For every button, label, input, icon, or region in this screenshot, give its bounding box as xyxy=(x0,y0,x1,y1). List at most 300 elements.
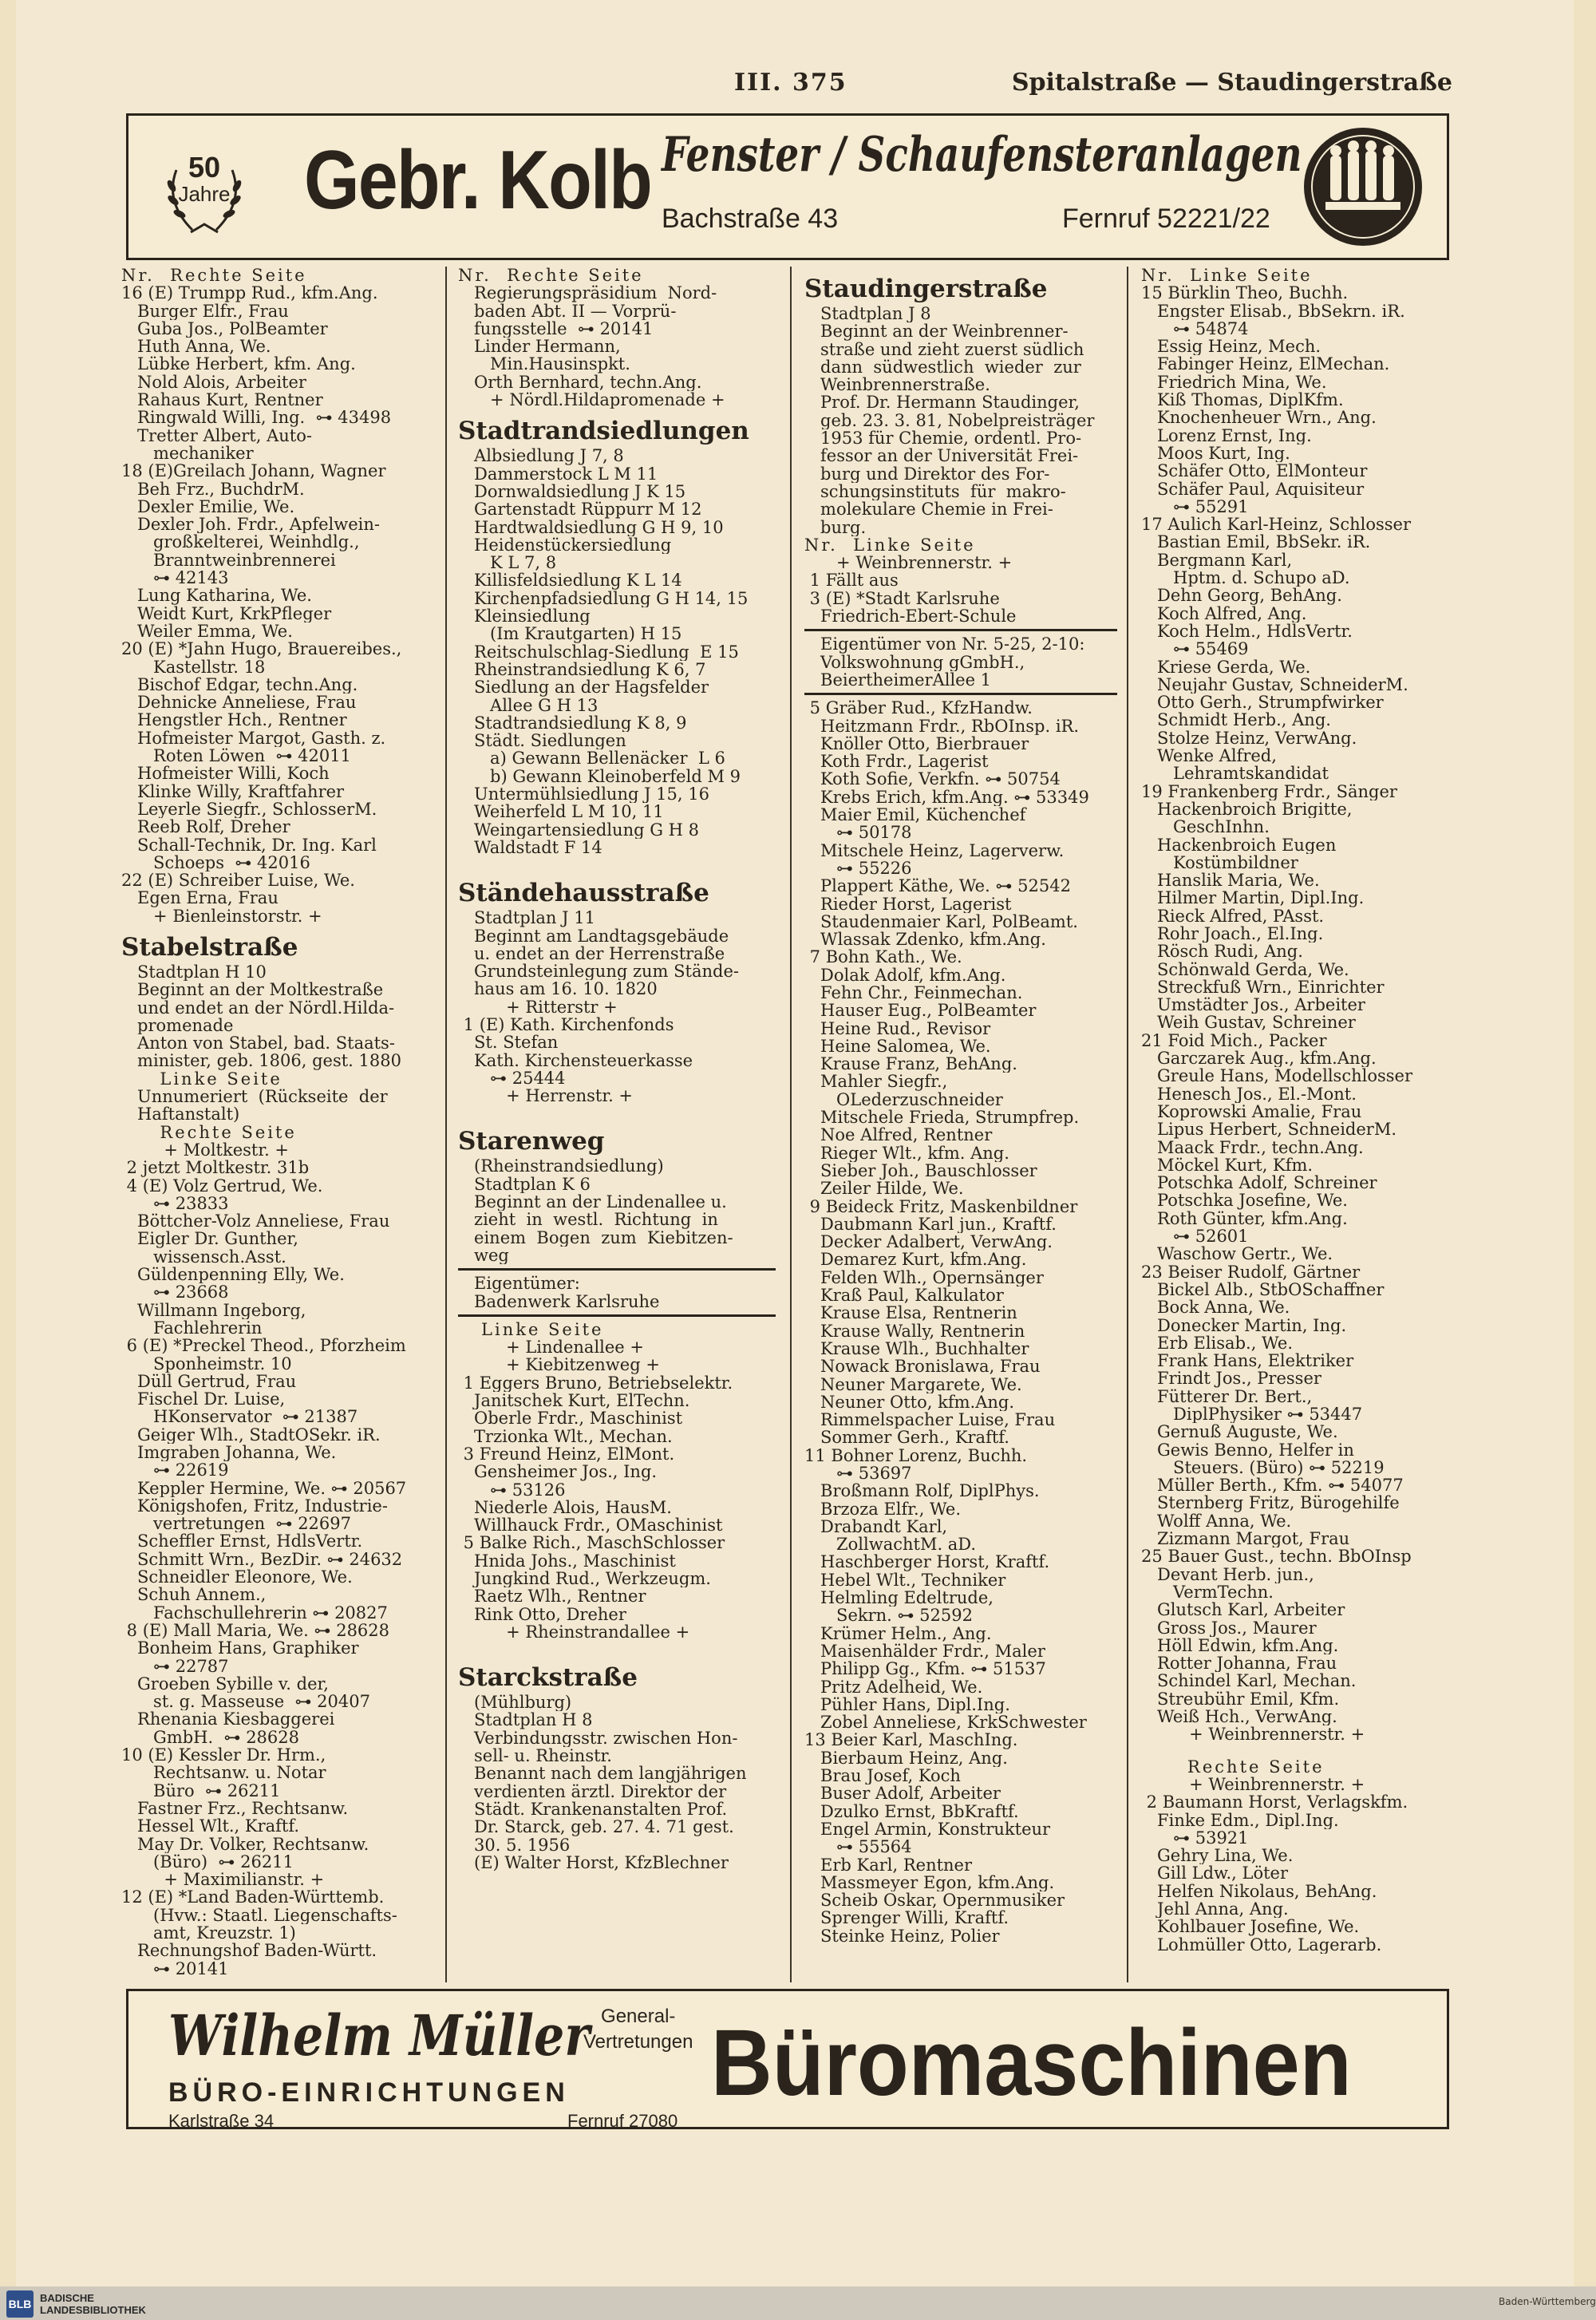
kolb-address: Bachstraße 43 xyxy=(662,204,839,234)
directory-entry: Bastian Emil, BbSekr. iR. xyxy=(1141,533,1371,551)
directory-entry: VermTechn. xyxy=(1141,1583,1274,1602)
directory-entry: Frank Hans, Elektriker xyxy=(1141,1352,1354,1370)
directory-entry: Dolak Adolf, kfm.Ang. xyxy=(804,966,1006,984)
directory-entry: + Weinbrennerstr. + xyxy=(1141,1775,1365,1794)
directory-entry: Rösch Rudi, Ang. xyxy=(1141,943,1303,961)
directory-entry: Weinbrennerstraße. xyxy=(804,376,990,394)
directory-entry: und endet an der Nördl.Hilda- xyxy=(121,998,395,1017)
directory-entry: Untermühlsiedlung J 15, 16 xyxy=(458,785,709,804)
directory-column-3 xyxy=(804,267,1117,1945)
directory-entry: Frindt Jos., Presser xyxy=(1141,1369,1321,1388)
directory-entry: Beginnt an der Moltkestraße xyxy=(121,981,384,999)
directory-entry: Schönwald Gerda, We. xyxy=(1141,960,1349,978)
directory-entry: ⊶ 55564 xyxy=(804,1838,912,1856)
directory-entry: burg und Direktor des For- xyxy=(804,464,1050,483)
directory-entry: 5 Balke Rich., MaschSchlosser xyxy=(458,1534,725,1552)
directory-entry: Imgraben Johanna, We. xyxy=(121,1444,337,1462)
directory-entry: Felden Wlh., Opernsänger xyxy=(804,1268,1044,1287)
directory-entry: Gernuß Auguste, We. xyxy=(1141,1423,1338,1441)
general-line-1: General- xyxy=(601,2006,676,2027)
directory-entry: amt, Kreuzstr. 1) xyxy=(121,1924,296,1943)
directory-entry: Unnumeriert (Rückseite der xyxy=(121,1088,388,1106)
directory-entry: Maisenhälder Frdr., Maler xyxy=(804,1642,1045,1661)
directory-entry: 1 Eggers Bruno, Betriebselektr. xyxy=(458,1373,733,1393)
directory-entry: Heitzmann Frdr., RbOInsp. iR. xyxy=(804,717,1080,735)
directory-entry: Kraß Paul, Kalkulator xyxy=(804,1286,1004,1305)
directory-entry: Königshofen, Fritz, Industrie- xyxy=(121,1496,388,1516)
directory-entry: Hessel Wlt., Kraftf. xyxy=(121,1817,300,1836)
directory-entry: Rotter Johanna, Frau xyxy=(1141,1654,1337,1673)
directory-entry: Kriese Gerda, We. xyxy=(1141,658,1311,676)
directory-entry: Stadtplan J 11 xyxy=(458,909,595,927)
directory-entry: Jehl Anna, Ang. xyxy=(1141,1900,1289,1919)
directory-entry: 15 Bürklin Theo, Buchh. xyxy=(1141,284,1349,302)
directory-entry: Reeb Rolf, Dreher xyxy=(121,818,290,836)
directory-entry: Stadtplan H 8 xyxy=(458,1711,593,1729)
directory-entry: ⊶ 22619 xyxy=(121,1461,229,1480)
directory-entry: Rohr Joach., El.Ing. xyxy=(1141,924,1324,943)
directory-entry: 13 Beier Karl, MaschIng. xyxy=(804,1731,1018,1749)
directory-entry: Gartenstadt Rüppurr M 12 xyxy=(458,500,702,519)
directory-entry: Janitschek Kurt, ElTechn. xyxy=(458,1392,690,1410)
directory-entry: Waschow Gertr., We. xyxy=(1141,1245,1333,1263)
directory-entry: Gewis Benno, Helfer in xyxy=(1141,1441,1354,1459)
directory-entry: 18 (E)Greilach Johann, Wagner xyxy=(121,462,386,480)
directory-entry: Hanslik Maria, We. xyxy=(1141,871,1320,890)
directory-entry: Krause Wlh., Buchhalter xyxy=(804,1339,1029,1358)
directory-entry: Sponheimstr. 10 xyxy=(121,1354,292,1373)
directory-entry: Fehn Chr., Feinmechan. xyxy=(804,983,1023,1002)
directory-entry: Potschka Adolf, Schreiner xyxy=(1141,1174,1377,1192)
directory-entry: Staudenmaier Karl, PolBeamt. xyxy=(804,912,1078,931)
directory-entry: Sternberg Fritz, Bürogehilfe xyxy=(1141,1494,1400,1512)
directory-entry: Brzoza Elfr., We. xyxy=(804,1500,962,1518)
directory-entry: Fachlehrerin xyxy=(121,1318,263,1338)
directory-entry: Schmidt Herb., Ang. xyxy=(1141,711,1331,729)
directory-entry: Willmann Ingeborg, xyxy=(121,1301,306,1319)
directory-entry: Massmeyer Egon, kfm.Ang. xyxy=(804,1873,1055,1892)
directory-entry: Buser Adolf, Arbeiter xyxy=(804,1784,1001,1803)
directory-entry: Guba Jos., PolBeamter xyxy=(121,319,328,338)
page-number: III. 375 xyxy=(734,69,847,97)
directory-entry: K L 7, 8 xyxy=(458,554,557,572)
directory-entry: Schäfer Paul, Aquisiteur xyxy=(1141,480,1365,498)
directory-entry: DiplPhysiker ⊶ 53447 xyxy=(1141,1405,1363,1424)
directory-entry: schungsinstituts für makro- xyxy=(804,482,1066,501)
general-line-2: Vertretungen xyxy=(583,2031,693,2053)
directory-entry: (Mühlburg) xyxy=(458,1694,572,1712)
directory-entry: Rieder Horst, Lagerist xyxy=(804,895,1012,913)
directory-entry: Fabinger Heinz, ElMechan. xyxy=(1141,355,1390,373)
directory-entry: Lorenz Ernst, Ing. xyxy=(1141,426,1312,445)
directory-entry: Krümer Helm., Ang. xyxy=(804,1624,992,1642)
directory-entry: 9 Beideck Fritz, Maskenbildner xyxy=(804,1197,1078,1215)
directory-entry: Keppler Hermine, We. ⊶ 20567 xyxy=(121,1479,407,1497)
directory-entry: Streubühr Emil, Kfm. xyxy=(1141,1690,1340,1709)
directory-entry: Güldenpenning Elly, We. xyxy=(121,1266,345,1284)
directory-entry: 3 (E) *Stadt Karlsruhe xyxy=(804,589,1000,608)
directory-entry: Neuner Margarete, We. xyxy=(804,1375,1022,1393)
directory-entry: Reitschulschlag-Siedlung E 15 xyxy=(458,642,739,661)
directory-entry: großkelterei, Weinhdlg., xyxy=(121,533,360,551)
directory-entry: Oberle Frdr., Maschinist xyxy=(458,1409,683,1428)
directory-column-2 xyxy=(458,267,776,1871)
directory-entry: Bock Anna, We. xyxy=(1141,1298,1290,1317)
directory-entry: haus am 16. 10. 1820 xyxy=(458,980,658,998)
mueller-advertisement xyxy=(126,1989,1449,2129)
directory-entry: Weiler Emma, We. xyxy=(121,622,293,641)
directory-entry: 30. 5. 1956 xyxy=(458,1836,571,1854)
directory-entry: Willhauck Frdr., OMaschinist xyxy=(458,1516,723,1535)
directory-entry: Demarez Kurt, kfm.Ang. xyxy=(804,1251,1027,1269)
directory-entry: Plappert Käthe, We. ⊶ 52542 xyxy=(804,877,1071,895)
directory-entry: Rheinstrandsiedlung K 6, 7 xyxy=(458,660,706,679)
directory-entry: Krause Wally, Rentnerin xyxy=(804,1322,1025,1340)
directory-entry: wissensch.Asst. xyxy=(121,1247,286,1267)
directory-column-4 xyxy=(1141,267,1452,1954)
directory-entry: Orth Bernhard, techn.Ang. xyxy=(458,373,702,392)
directory-entry: Kastellstr. 18 xyxy=(121,658,266,676)
column-rule xyxy=(445,267,447,1982)
directory-entry: Tretter Albert, Auto- xyxy=(121,426,312,445)
directory-entry: Gensheimer Jos., Ing. xyxy=(458,1463,658,1481)
mueller-subtitle: BÜRO-EINRICHTUNGEN xyxy=(168,2077,570,2108)
directory-entry: + Herrenstr. + xyxy=(458,1087,634,1105)
directory-entry: Stadtplan H 10 xyxy=(121,962,267,982)
directory-entry: Mitschele Heinz, Lagerverw. xyxy=(804,841,1065,860)
section-rule xyxy=(458,1268,776,1271)
directory-entry: 25 Bauer Gust., techn. BbOInsp xyxy=(1141,1547,1412,1566)
mueller-phone: Fernruf 27080 xyxy=(567,2111,678,2131)
spacer xyxy=(458,856,776,871)
directory-entry: Garczarek Aug., kfm.Ang. xyxy=(1141,1049,1377,1068)
directory-entry: Jungkind Rud., Werkzeugm. xyxy=(458,1570,711,1588)
directory-entry: Heidenstückersiedlung xyxy=(458,536,672,555)
directory-entry: Trzionka Wlt., Mechan. xyxy=(458,1427,673,1445)
directory-entry: Otto Gerh., Strumpfwirker xyxy=(1141,694,1384,712)
directory-entry: 20 (E) *Jahn Hugo, Brauereibes., xyxy=(121,640,402,658)
directory-entry: Killisfeldsiedlung K L 14 xyxy=(458,571,682,590)
directory-entry: Hardtwaldsiedlung G H 9, 10 xyxy=(458,518,724,536)
directory-entry: 11 Bohner Lorenz, Buchh. xyxy=(804,1446,1028,1464)
directory-entry: Dr. Starck, geb. 27. 4. 71 gest. xyxy=(458,1818,734,1836)
directory-entry: Burger Elfr., Frau xyxy=(121,302,289,320)
street-heading: Staudingerstraße xyxy=(804,275,1048,303)
directory-entry: Weidt Kurt, KrkPfleger xyxy=(121,604,332,622)
directory-entry: 1 Fällt aus xyxy=(804,571,899,590)
directory-entry: sell- u. Rheinstr. xyxy=(458,1747,612,1765)
directory-entry: Weiß Hch., VerwAng. xyxy=(1141,1708,1337,1726)
directory-entry: fessor an der Universität Frei- xyxy=(804,447,1079,465)
directory-entry: Brau Josef, Koch xyxy=(804,1767,961,1785)
directory-entry: Moos Kurt, Ing. xyxy=(1141,444,1290,463)
directory-entry: + Weinbrennerstr. + xyxy=(1141,1725,1365,1744)
directory-entry: Schindel Karl, Mechan. xyxy=(1141,1672,1357,1690)
directory-entry: ⊶ 20141 xyxy=(121,1959,229,1978)
directory-entry: Stadtplan J 8 xyxy=(804,305,931,323)
directory-entry: Koch Alfred, Ang. xyxy=(1141,604,1307,622)
directory-entry: ⊶ 53921 xyxy=(1141,1828,1249,1848)
directory-entry: Rieger Wlt., kfm. Ang. xyxy=(804,1144,1009,1162)
directory-entry: Dexler Joh. Frdr., Apfelwein- xyxy=(121,516,381,534)
directory-entry: minister, geb. 1806, gest. 1880 xyxy=(121,1052,401,1070)
side-caption: Rechte Seite xyxy=(1141,1757,1325,1776)
directory-entry: Kostümbildner xyxy=(1141,853,1298,872)
directory-entry: 12 (E) *Land Baden-Württemb. xyxy=(121,1888,385,1907)
directory-entry: Allee G H 13 xyxy=(458,696,598,714)
directory-entry: Neuner Otto, kfm.Ang. xyxy=(804,1393,1015,1412)
directory-entry: + Lindenallee + xyxy=(458,1338,645,1357)
directory-entry: Gross Jos., Maurer xyxy=(1141,1618,1317,1637)
directory-entry: ⊶ 55469 xyxy=(1141,640,1249,658)
directory-entry: Düll Gertrud, Frau xyxy=(121,1372,297,1391)
directory-entry: Hebel Wlt., Techniker xyxy=(804,1571,1006,1590)
directory-entry: + Moltkestr. + xyxy=(121,1140,290,1160)
directory-entry: Beginnt an der Lindenallee u. xyxy=(458,1193,727,1211)
directory-entry: Lung Katharina, We. xyxy=(121,587,312,605)
directory-entry: Egen Erna, Frau xyxy=(121,889,279,907)
directory-entry: Hilmer Martin, Dipl.Ing. xyxy=(1141,889,1365,907)
directory-entry: ⊶ 55226 xyxy=(804,859,912,878)
directory-entry: St. Stefan xyxy=(458,1034,559,1052)
directory-entry: Greule Hans, Modellschlosser xyxy=(1141,1067,1412,1085)
directory-entry: Hengstler Hch., Rentner xyxy=(121,711,347,729)
directory-entry: Broßmann Rolf, DiplPhys. xyxy=(804,1482,1040,1500)
directory-entry: BeiertheimerAllee 1 xyxy=(804,670,992,690)
directory-entry: Bickel Alb., StbOSchaffner xyxy=(1141,1280,1385,1299)
directory-entry: Badenwerk Karlsruhe xyxy=(458,1292,660,1310)
directory-entry: ⊶ 52601 xyxy=(1141,1227,1249,1246)
directory-entry: Geiger Wlh., StadtOSekr. iR. xyxy=(121,1425,381,1444)
spacer xyxy=(458,1641,776,1655)
directory-entry: Friedrich-Ebert-Schule xyxy=(804,607,1017,626)
directory-entry: Klinke Willy, Kraftfahrer xyxy=(121,782,345,800)
directory-entry: Albsiedlung J 7, 8 xyxy=(458,447,624,465)
directory-entry: 1 (E) Kath. Kirchenfonds xyxy=(458,1015,674,1034)
directory-entry: ⊶ 25444 xyxy=(458,1069,566,1088)
directory-entry: Haftanstalt) xyxy=(121,1105,240,1124)
directory-entry: Koch Helm., HdlsVertr. xyxy=(1141,622,1353,641)
directory-entry: Potschka Josefine, We. xyxy=(1141,1192,1348,1210)
directory-entry: promenade xyxy=(121,1016,234,1035)
directory-entry: Heine Salomea, We. xyxy=(804,1037,991,1056)
kolb-phone: Fernruf 52221/22 xyxy=(1062,204,1270,234)
directory-entry: Grundsteinlegung zum Stände- xyxy=(458,962,739,981)
directory-entry: ⊶ 53126 xyxy=(458,1480,566,1499)
directory-entry: 19 Frankenberg Frdr., Sänger xyxy=(1141,782,1397,800)
directory-entry: Kleinsiedlung xyxy=(458,607,591,626)
directory-entry: Hnida Johs., Maschinist xyxy=(458,1551,676,1570)
directory-entry: Drabandt Karl, xyxy=(804,1517,948,1536)
side-caption: Nr. Linke Seite xyxy=(1141,267,1313,285)
directory-entry: Volkswohnung gGmbH., xyxy=(804,653,1025,671)
jubilee-word: Jahre xyxy=(178,182,231,206)
directory-entry: Umstädter Jos., Arbeiter xyxy=(1141,996,1365,1014)
library-line-2: LANDESBIBLIOTHEK xyxy=(40,2304,146,2316)
directory-entry: (Im Krautgarten) H 15 xyxy=(458,625,682,643)
directory-entry: Essig Heinz, Mech. xyxy=(1141,338,1321,356)
directory-entry: 3 Freund Heinz, ElMont. xyxy=(458,1445,675,1464)
directory-entry: + Ritterstr + xyxy=(458,998,618,1016)
directory-entry: + Rheinstrandallee + xyxy=(458,1622,690,1642)
directory-entry: Haschberger Horst, Kraftf. xyxy=(804,1553,1050,1571)
directory-entry: Hauser Eug., PolBeamter xyxy=(804,1002,1037,1020)
directory-entry: Sieber Joh., Bauschlosser xyxy=(804,1161,1037,1180)
directory-entry: Stadtplan K 6 xyxy=(458,1175,591,1194)
directory-entry: Weiherfeld L M 10, 11 xyxy=(458,803,664,821)
street-heading: Starckstraße xyxy=(458,1663,638,1693)
directory-entry: molekulare Chemie in Frei- xyxy=(804,500,1053,519)
directory-entry: Krebs Erich, kfm.Ang. ⊶ 53349 xyxy=(804,788,1089,807)
directory-entry: Roten Löwen ⊶ 42011 xyxy=(121,747,351,765)
directory-entry: (Büro) ⊶ 26211 xyxy=(121,1852,294,1871)
directory-entry: Krause Franz, BehAng. xyxy=(804,1055,1017,1073)
directory-entry: Müller Berth., Kfm. ⊶ 54077 xyxy=(1141,1476,1404,1495)
directory-entry: Krause Elsa, Rentnerin xyxy=(804,1304,1017,1322)
directory-entry: ⊶ 22787 xyxy=(121,1657,229,1675)
directory-entry: Rimmelspacher Luise, Frau xyxy=(804,1411,1056,1429)
directory-entry: baden Abt. II — Vorprü- xyxy=(458,302,677,320)
directory-entry: a) Gewann Bellenäcker L 6 xyxy=(458,749,725,768)
directory-entry: ⊶ 50178 xyxy=(804,824,912,842)
directory-entry: Lipus Herbert, SchneiderM. xyxy=(1141,1120,1397,1139)
directory-entry: Böttcher-Volz Anneliese, Frau xyxy=(121,1212,390,1231)
column-rule xyxy=(790,267,792,1982)
side-caption: Nr. Rechte Seite xyxy=(458,267,644,285)
directory-entry: Schuh Annem., xyxy=(121,1586,267,1604)
directory-entry: Beginnt an der Weinbrenner- xyxy=(804,322,1069,341)
directory-entry: Kiß Thomas, DiplKfm. xyxy=(1141,391,1344,409)
directory-entry: Helfen Nikolaus, BehAng. xyxy=(1141,1882,1377,1901)
directory-entry: Roth Günter, kfm.Ang. xyxy=(1141,1209,1348,1228)
directory-entry: (E) Walter Horst, KfzBlechner xyxy=(458,1853,729,1872)
directory-entry: Raetz Wlh., Rentner xyxy=(458,1587,646,1606)
directory-entry: Koth Frdr., Lagerist xyxy=(804,753,989,771)
directory-entry: Stadtrandsiedlung K 8, 9 xyxy=(458,713,687,733)
directory-entry: Beh Frz., BuchdrM. xyxy=(121,480,305,498)
directory-entry: Scheffler Ernst, HdlsVertr. xyxy=(121,1532,363,1551)
directory-entry: Gill Ldw., Löter xyxy=(1141,1864,1289,1883)
directory-entry: 1953 für Chemie, ordentl. Pro- xyxy=(804,429,1082,448)
directory-entry: Neujahr Gustav, SchneiderM. xyxy=(1141,675,1408,694)
directory-column-1 xyxy=(121,267,428,1978)
directory-entry: Glutsch Karl, Arbeiter xyxy=(1141,1601,1345,1619)
directory-entry: 2 Baumann Horst, Verlagskfm. xyxy=(1141,1793,1408,1812)
kolb-advertisement xyxy=(126,113,1449,260)
directory-entry: Bergmann Karl, xyxy=(1141,551,1293,570)
directory-entry: Kohlbauer Josefine, We. xyxy=(1141,1918,1360,1936)
directory-entry: st. g. Masseuse ⊶ 20407 xyxy=(121,1693,370,1711)
directory-entry: ⊶ 53697 xyxy=(804,1464,912,1483)
directory-entry: Lehramtskandidat xyxy=(1141,765,1329,783)
directory-entry: Hofmeister Willi, Koch xyxy=(121,765,330,783)
page-header xyxy=(638,69,1452,109)
directory-entry: Leyerle Siegfr., SchlosserM. xyxy=(121,800,377,819)
mueller-address: Karlstraße 34 xyxy=(168,2111,275,2131)
mueller-product: Büromaschinen xyxy=(711,2010,1352,2116)
directory-entry: Scheib Oskar, Opernmusiker xyxy=(804,1891,1065,1910)
directory-entry: Regierungspräsidium Nord- xyxy=(458,284,717,302)
directory-entry: Benannt nach dem langjährigen xyxy=(458,1765,747,1783)
directory-entry: Prof. Dr. Hermann Staudinger, xyxy=(804,393,1080,412)
directory-entry: burg. xyxy=(804,518,867,536)
street-heading: Stabelstraße xyxy=(121,932,298,962)
directory-entry: Finke Edm., Dipl.Ing. xyxy=(1141,1811,1339,1829)
side-caption: Linke Seite xyxy=(121,1069,282,1089)
directory-entry: (Hvw.: Staatl. Liegenschafts- xyxy=(121,1906,397,1925)
directory-entry: 4 (E) Volz Gertrud, We. xyxy=(121,1176,323,1195)
directory-entry: Steinke Heinz, Polier xyxy=(804,1927,1000,1946)
directory-entry: OLederzuschneider xyxy=(804,1090,1003,1109)
section-rule xyxy=(804,693,1117,695)
directory-entry: Dzulko Ernst, BbKraftf. xyxy=(804,1802,1019,1820)
directory-entry: Knöller Otto, Bierbrauer xyxy=(804,734,1029,753)
directory-entry: Lohmüller Otto, Lagerarb. xyxy=(1141,1935,1382,1954)
directory-entry: 21 Foid Mich., Packer xyxy=(1141,1031,1327,1050)
directory-entry: HKonservator ⊶ 21387 xyxy=(121,1408,358,1426)
directory-entry: 2 jetzt Moltkestr. 31b xyxy=(121,1159,310,1177)
side-caption: Nr. Linke Seite xyxy=(804,536,976,555)
directory-entry: Wenke Alfred, xyxy=(1141,747,1277,765)
street-range: Spitalstraße — Staudingerstraße xyxy=(1011,69,1452,97)
directory-entry: Zeiler Hilde, We. xyxy=(804,1180,964,1198)
mueller-company-name: Wilhelm Müller xyxy=(168,2002,591,2069)
directory-entry: Schoeps ⊶ 42016 xyxy=(121,853,310,872)
directory-entry: Bischof Edgar, techn.Ang. xyxy=(121,675,358,694)
directory-entry: Daubmann Karl jun., Kraftf. xyxy=(804,1215,1057,1234)
directory-entry: Friedrich Mina, We. xyxy=(1141,373,1327,392)
directory-entry: ⊶ 55291 xyxy=(1141,497,1249,516)
directory-entry: einem Bogen zum Kiebitzen- xyxy=(458,1228,733,1247)
side-caption: Rechte Seite xyxy=(121,1123,297,1141)
directory-entry: Sekrn. ⊶ 52592 xyxy=(804,1607,973,1625)
directory-entry: Helmling Edeltrude, xyxy=(804,1589,994,1607)
directory-entry: + Weinbrennerstr. + xyxy=(804,554,1013,572)
directory-entry: Städt. Krankenanstalten Prof. xyxy=(458,1800,728,1819)
directory-entry: Fischel Dr. Luise, xyxy=(121,1390,286,1409)
directory-entry: fungsstelle ⊶ 20141 xyxy=(458,319,654,338)
library-line-1: BADISCHE xyxy=(40,2292,94,2304)
directory-entry: Möckel Kurt, Kfm. xyxy=(1141,1156,1314,1175)
directory-entry: Anton von Stabel, bad. Staats- xyxy=(121,1034,395,1053)
directory-entry: + Bienleinstorstr. + xyxy=(121,907,322,925)
directory-entry: Fütterer Dr. Bert., xyxy=(1141,1387,1313,1405)
directory-entry: Donecker Martin, Ing. xyxy=(1141,1316,1347,1334)
directory-entry: ZollwachtM. aD. xyxy=(804,1535,977,1554)
directory-entry: Kirchenpfadsiedlung G H 14, 15 xyxy=(458,589,749,608)
directory-entry: Dexler Emilie, We. xyxy=(121,497,295,516)
directory-entry: Weingartensiedlung G H 8 xyxy=(458,820,700,839)
directory-entry: mechaniker xyxy=(121,444,254,463)
directory-entry: Rechnungshof Baden-Württ. xyxy=(121,1942,377,1960)
directory-entry: Gehry Lina, We. xyxy=(1141,1847,1294,1865)
directory-entry: Erb Karl, Rentner xyxy=(804,1856,973,1874)
directory-entry: Schmitt Wrn., BezDir. ⊶ 24632 xyxy=(121,1550,403,1569)
directory-entry: Koth Sofie, Verkfn. ⊶ 50754 xyxy=(804,770,1061,788)
street-heading: Starenweg xyxy=(458,1127,605,1156)
section-rule xyxy=(458,1314,776,1317)
directory-entry: ⊶ 54874 xyxy=(1141,319,1249,338)
directory-entry: Höll Edwin, kfm.Ang. xyxy=(1141,1636,1339,1655)
directory-entry: Streckfuß Wrn., Einrichter xyxy=(1141,978,1385,997)
directory-entry: Devant Herb. jun., xyxy=(1141,1565,1314,1583)
directory-entry: Niederle Alois, HausM. xyxy=(458,1498,672,1517)
directory-entry: Stolze Heinz, VerwAng. xyxy=(1141,729,1357,748)
directory-entry: Engel Armin, Konstrukteur xyxy=(804,1820,1051,1839)
directory-entry: Pühler Hans, Dipl.Ing. xyxy=(804,1695,1010,1714)
directory-entry: Dornwaldsiedlung J K 15 xyxy=(458,482,686,501)
directory-entry: Maack Frdr., techn.Ang. xyxy=(1141,1138,1364,1156)
